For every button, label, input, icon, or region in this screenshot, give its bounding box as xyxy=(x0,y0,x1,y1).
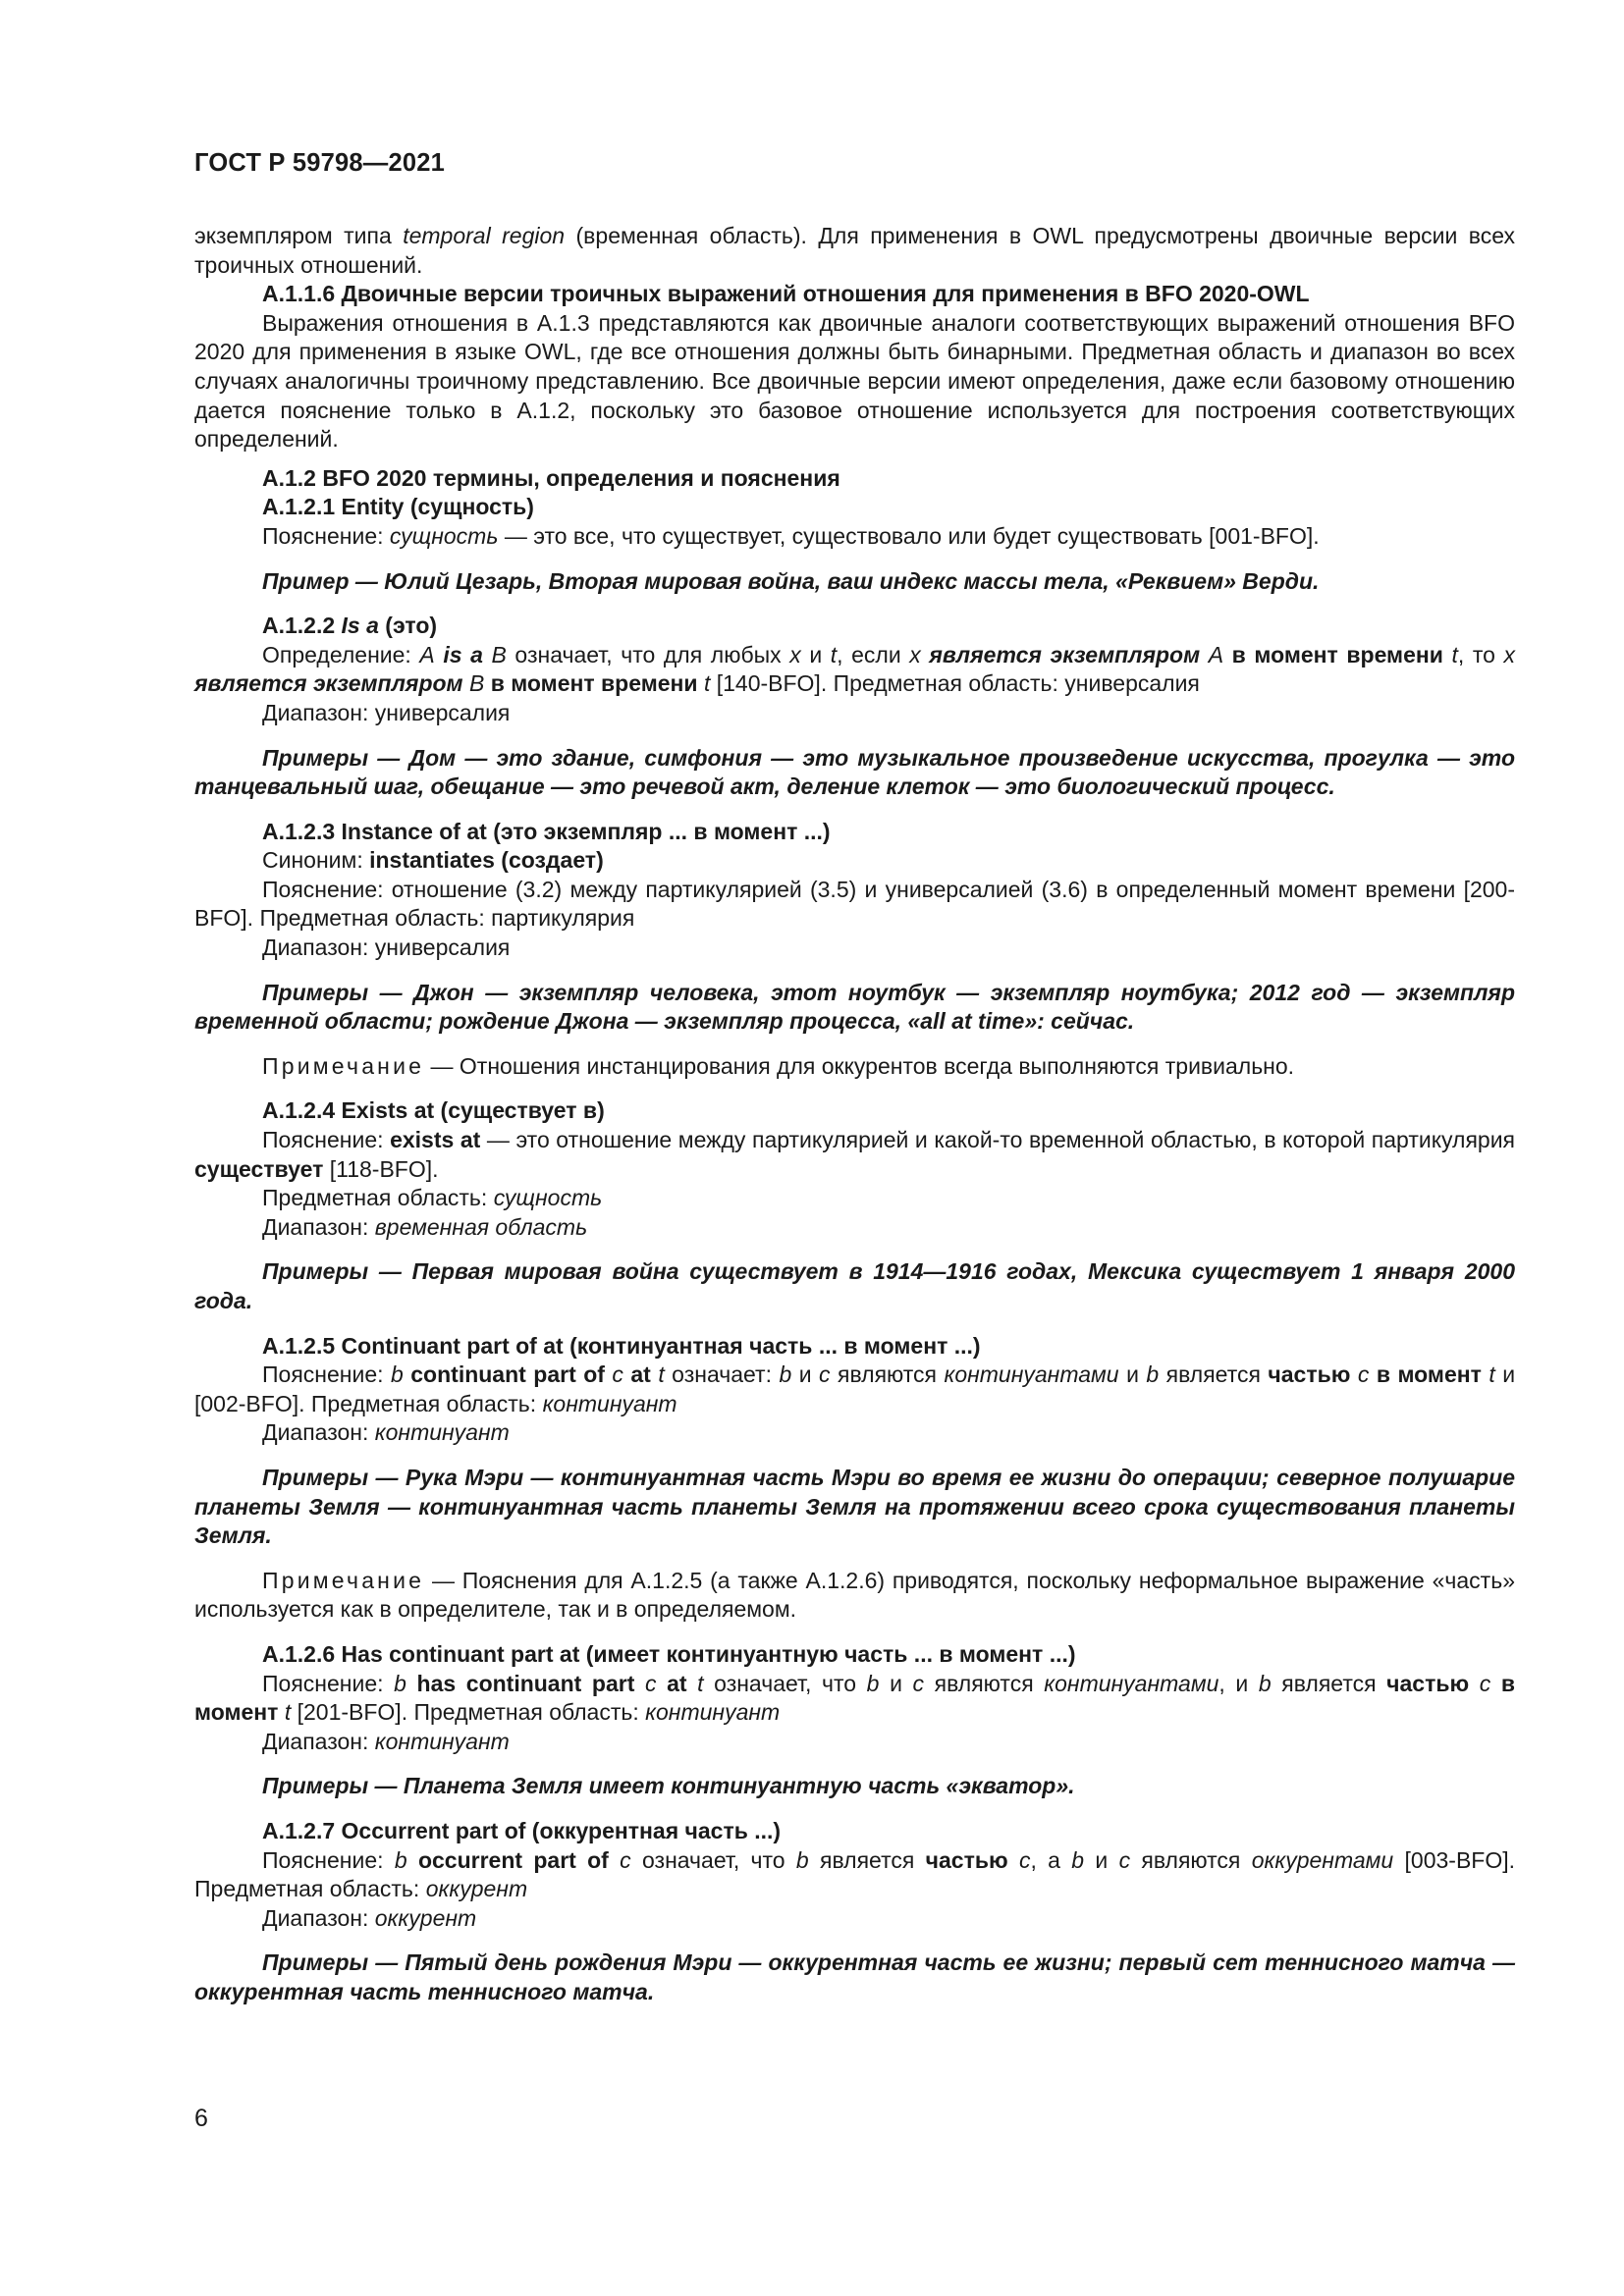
paragraph: Выражения отношения в А.1.3 представляются как двоичные аналоги соответствующих выражений отношения BFO 2020 для применения в языке OWL, где все отношения должны быть бинарными. Предметная область и диапазон во всех случаях аналогичны троичному представлению. Все двоичные версии имеют определения, даже если базовому отношению дается пояснение только в А.1.2, поскольку это базовое отношение используется для построения соответствующих определений. xyxy=(194,309,1515,453)
example: Примеры — Планета Земля имеет континуантную часть «экватор». xyxy=(262,1773,1075,1799)
note: Примечание — Пояснения для А.1.2.5 (а также А.1.2.6) приводятся, поскольку неформальное выражение «часть» используется как в определителе, так и в определяемом. xyxy=(194,1567,1515,1623)
paragraph: Пояснение: exists at — это отношение между партикулярией и какой-то временной областью, в которой партикулярия существует [118-BFO]. xyxy=(194,1127,1515,1182)
section-heading-a121: А.1.2.1 Entity (сущность) xyxy=(262,494,534,520)
paragraph: Синоним: instantiates (создает) xyxy=(262,847,604,874)
example: Пример — Юлий Цезарь, Вторая мировая война, ваш индекс массы тела, «Реквием» Верди. xyxy=(262,567,1320,594)
page-number: 6 xyxy=(194,2105,208,2132)
paragraph: Пояснение: b has continuant part c at t означает, что b и c являются континуантами, и b является частью c в момент t [201-BFO]. Предметная область: континуант xyxy=(194,1670,1515,1726)
section-heading-a123: А.1.2.3 Instance of at (это экземпляр ... в момент ...) xyxy=(262,818,831,844)
section-heading-a125: А.1.2.5 Continuant part of at (континуантная часть ... в момент ...) xyxy=(262,1332,981,1359)
section-heading-a124: А.1.2.4 Exists at (существует в) xyxy=(262,1097,605,1124)
section-heading-a126: А.1.2.6 Has continuant part at (имеет континуантную часть ... в момент ...) xyxy=(262,1640,1076,1667)
document-header: ГОСТ Р 59798—2021 xyxy=(194,149,446,177)
paragraph: Диапазон: континуант xyxy=(262,1419,510,1446)
example: Примеры — Джон — экземпляр человека, этот ноутбук — экземпляр ноутбука; 2012 год — экземпляр временной области; рождение Джона — экземпляр процесса, «all at time»: сейчас. xyxy=(194,979,1515,1035)
section-heading-a116: А.1.1.6 Двоичные версии троичных выражений отношения для применения в BFO 2020-OWL xyxy=(262,281,1310,307)
paragraph: Пояснение: сущность — это все, что существует, существовало или будет существовать [001-BFO]. xyxy=(262,522,1320,549)
paragraph: Диапазон: континуант xyxy=(262,1728,510,1754)
paragraph: Пояснение: b occurrent part of c означает, что b является частью c, а b и c являются оккурентами [003-BFO]. Предметная область: оккурент xyxy=(194,1846,1516,1902)
section-heading-a127: А.1.2.7 Occurrent part of (оккурентная часть ...) xyxy=(262,1817,782,1843)
note: Примечание — Отношения инстанцирования для оккурентов всегда выполняются тривиально. xyxy=(262,1052,1295,1079)
paragraph: Пояснение: отношение (3.2) между партикулярией (3.5) и универсалией (3.6) в определенный момент времени [200-BFO]. Предметная область: партикулярия xyxy=(194,876,1515,932)
paragraph: Диапазон: универсалия xyxy=(262,934,511,961)
section-heading-a122: А.1.2.2 Is a (это) xyxy=(262,613,438,639)
paragraph: Диапазон: универсалия xyxy=(262,699,511,725)
paragraph: Диапазон: временная область xyxy=(262,1213,588,1240)
paragraph: экземпляром типа temporal region (временная область). Для применения в OWL предусмотрены двоичные версии всех троичных отношений. xyxy=(194,223,1516,278)
paragraph: Пояснение: b continuant part of c at t означает: b и c являются континуантами и b является частью c в момент t и [002-BFO]. Предметная область: континуант xyxy=(194,1362,1516,1416)
example: Примеры — Первая мировая война существует в 1914—1916 годах, Мексика существует 1 января 2000 года. xyxy=(194,1258,1515,1313)
paragraph: Предметная область: сущность xyxy=(262,1185,603,1211)
page-content xyxy=(194,222,1515,2006)
section-heading-a12: А.1.2 BFO 2020 термины, определения и пояснения xyxy=(262,464,840,491)
example: Примеры — Пятый день рождения Мэри — оккурентная часть ее жизни; первый сет теннисного матча — оккурентная часть теннисного матча. xyxy=(194,1949,1515,2004)
example: Примеры — Дом — это здание, симфония — это музыкальное произведение искусства, прогулка — это танцевальный шаг, обещание — это речевой акт, деление клеток — это биологический процесс. xyxy=(194,744,1515,800)
paragraph: Диапазон: оккурент xyxy=(262,1904,477,1931)
example: Примеры — Рука Мэри — континуантная часть Мэри во время ее жизни до операции; северное полушарие планеты Земля — континуантная часть планеты Земля на протяжении всего срока существования планеты Земля. xyxy=(194,1464,1515,1549)
definition: Определение: A is a B означает, что для любых x и t, если x является экземпляром A в момент времени t, то x является экземпляром B в момент времени t [140-BFO]. Предметная область: универсалия xyxy=(194,641,1516,697)
